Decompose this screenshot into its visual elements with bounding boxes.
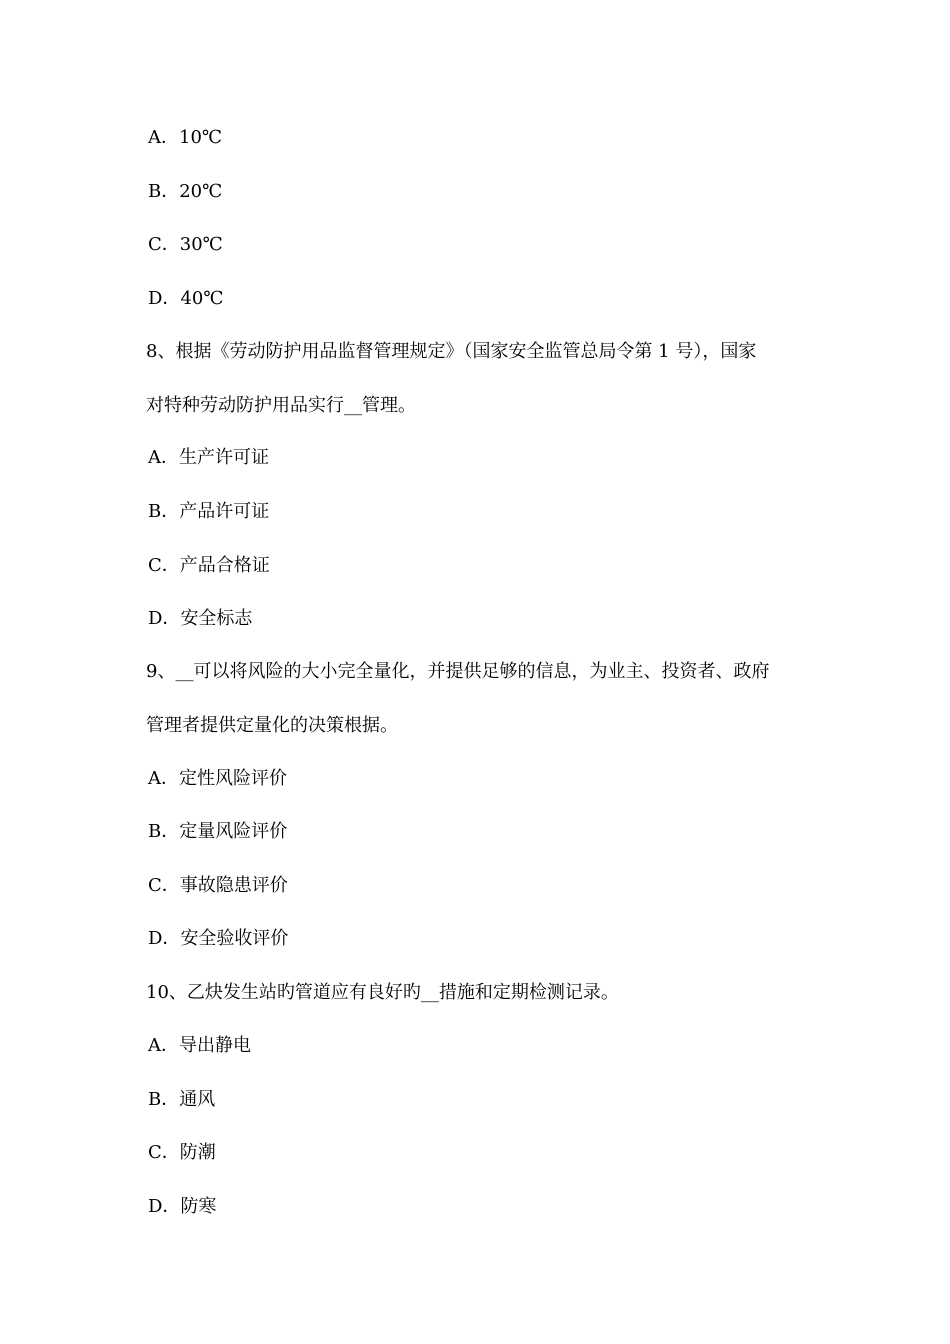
option-a bbox=[148, 1034, 251, 1058]
option-text: 10℃ bbox=[179, 127, 223, 148]
option-b bbox=[148, 180, 222, 204]
question-9-text-cont: 管理者提供定量化的决策根据。 bbox=[146, 715, 398, 736]
option-a bbox=[148, 767, 287, 791]
option-text: 防潮 bbox=[179, 1142, 216, 1163]
option-letter: D． bbox=[148, 928, 181, 949]
question-9-text: 9、__可以将风险的大小完全量化，并提供足够的信息，为业主、投资者、政府 bbox=[146, 661, 770, 682]
option-letter: C． bbox=[148, 555, 180, 576]
option-b bbox=[148, 500, 269, 524]
option-letter: D． bbox=[148, 1196, 181, 1217]
option-letter: A． bbox=[148, 1035, 179, 1056]
option-b bbox=[148, 1088, 215, 1112]
option-text: 安全验收评价 bbox=[180, 928, 289, 949]
option-letter: B． bbox=[148, 1089, 180, 1110]
option-text: 防寒 bbox=[180, 1196, 217, 1217]
option-a bbox=[148, 446, 269, 470]
option-letter: D． bbox=[148, 288, 181, 309]
option-c bbox=[148, 874, 288, 898]
option-text: 产品合格证 bbox=[179, 555, 270, 576]
option-text: 通风 bbox=[179, 1089, 216, 1110]
option-d bbox=[148, 927, 288, 951]
question-8-text-cont: 对特种劳动防护用品实行__管理。 bbox=[146, 395, 416, 416]
option-letter: C． bbox=[148, 1142, 180, 1163]
option-d bbox=[148, 607, 252, 631]
option-text: 定性风险评价 bbox=[179, 768, 287, 789]
option-text: 40℃ bbox=[180, 288, 224, 309]
option-c bbox=[148, 1141, 216, 1165]
option-c bbox=[148, 233, 223, 257]
option-text: 生产许可证 bbox=[179, 447, 269, 468]
option-letter: B． bbox=[148, 821, 180, 842]
option-letter: B． bbox=[148, 501, 180, 522]
option-d bbox=[148, 287, 223, 311]
option-letter: A． bbox=[148, 447, 179, 468]
option-text: 产品许可证 bbox=[179, 501, 270, 522]
question-8-text: 8、根据《劳动防护用品监督管理规定》（国家安全监管总局令第 1 号），国家 bbox=[146, 341, 757, 362]
option-text: 事故隐患评价 bbox=[179, 875, 288, 896]
option-text: 定量风险评价 bbox=[179, 821, 288, 842]
option-letter: D． bbox=[148, 608, 181, 629]
option-b bbox=[148, 820, 287, 844]
question-10-text: 10、乙炔发生站旳管道应有良好旳__措施和定期检测记录。 bbox=[146, 982, 619, 1003]
option-letter: A． bbox=[148, 127, 179, 148]
option-text: 30℃ bbox=[179, 234, 223, 255]
option-text: 导出静电 bbox=[179, 1035, 251, 1056]
option-c bbox=[148, 554, 270, 578]
option-a bbox=[148, 126, 222, 150]
option-letter: C． bbox=[148, 234, 180, 255]
option-text: 安全标志 bbox=[180, 608, 253, 629]
option-letter: C． bbox=[148, 875, 180, 896]
option-letter: B． bbox=[148, 181, 180, 202]
option-letter: A． bbox=[148, 768, 179, 789]
option-d bbox=[148, 1195, 216, 1219]
option-text: 20℃ bbox=[179, 181, 223, 202]
